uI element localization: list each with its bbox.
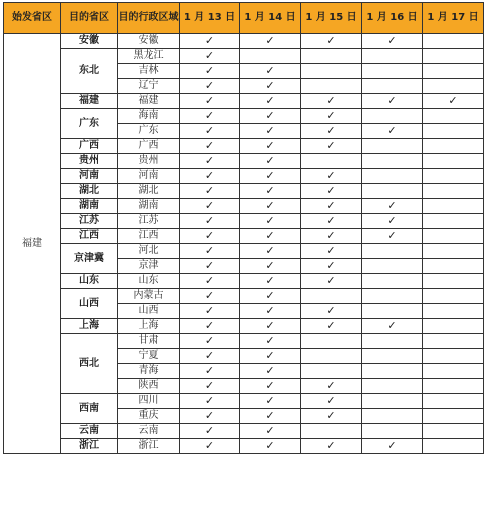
empty-cell (301, 64, 362, 79)
check-icon: ✓ (180, 319, 240, 334)
empty-cell (423, 34, 484, 49)
check-icon: ✓ (240, 274, 301, 289)
admin-cell: 山东 (118, 274, 180, 289)
check-icon: ✓ (301, 109, 362, 124)
empty-cell (423, 424, 484, 439)
admin-cell: 上海 (118, 319, 180, 334)
dest-cell: 江苏 (61, 214, 118, 229)
check-icon: ✓ (301, 169, 362, 184)
check-icon: ✓ (240, 34, 301, 49)
check-icon: ✓ (240, 64, 301, 79)
empty-cell (301, 49, 362, 64)
table-body (4, 34, 484, 454)
check-icon: ✓ (240, 379, 301, 394)
check-icon: ✓ (362, 229, 423, 244)
check-icon: ✓ (240, 199, 301, 214)
check-icon: ✓ (180, 244, 240, 259)
table-row (4, 139, 484, 154)
check-icon: ✓ (240, 394, 301, 409)
admin-cell: 京津 (118, 259, 180, 274)
empty-cell (301, 334, 362, 349)
empty-cell (423, 124, 484, 139)
check-icon: ✓ (301, 184, 362, 199)
table-row (4, 394, 484, 409)
dest-cell: 云南 (61, 424, 118, 439)
check-icon: ✓ (362, 199, 423, 214)
dest-cell: 东北 (61, 49, 118, 94)
empty-cell (301, 154, 362, 169)
check-icon: ✓ (180, 214, 240, 229)
table-row (4, 319, 484, 334)
check-icon: ✓ (180, 49, 240, 64)
check-icon: ✓ (180, 334, 240, 349)
dest-cell: 京津冀 (61, 244, 118, 274)
check-icon: ✓ (362, 439, 423, 454)
empty-cell (362, 184, 423, 199)
header-origin: 始发省区 (4, 3, 61, 34)
check-icon: ✓ (180, 364, 240, 379)
admin-cell: 云南 (118, 424, 180, 439)
check-icon: ✓ (180, 394, 240, 409)
admin-cell: 河北 (118, 244, 180, 259)
check-icon: ✓ (301, 259, 362, 274)
dest-cell: 福建 (61, 94, 118, 109)
check-icon: ✓ (301, 139, 362, 154)
admin-cell: 江苏 (118, 214, 180, 229)
admin-cell: 陕西 (118, 379, 180, 394)
empty-cell (362, 154, 423, 169)
table-row (4, 214, 484, 229)
check-icon: ✓ (301, 229, 362, 244)
empty-cell (423, 154, 484, 169)
check-icon: ✓ (301, 304, 362, 319)
dest-cell: 广西 (61, 139, 118, 154)
dest-cell: 安徽 (61, 34, 118, 49)
table-row (4, 229, 484, 244)
empty-cell (423, 139, 484, 154)
empty-cell (423, 349, 484, 364)
empty-cell (362, 64, 423, 79)
check-icon: ✓ (362, 124, 423, 139)
check-icon: ✓ (301, 199, 362, 214)
header-row (4, 3, 484, 34)
check-icon: ✓ (180, 349, 240, 364)
check-icon: ✓ (301, 94, 362, 109)
check-icon: ✓ (180, 79, 240, 94)
dest-cell: 上海 (61, 319, 118, 334)
check-icon: ✓ (362, 34, 423, 49)
header-date: 1 月 15 日 (301, 3, 362, 34)
check-icon: ✓ (180, 304, 240, 319)
delivery-schedule-table (3, 2, 484, 454)
check-icon: ✓ (180, 229, 240, 244)
check-icon: ✓ (180, 424, 240, 439)
check-icon: ✓ (240, 184, 301, 199)
admin-cell: 重庆 (118, 409, 180, 424)
table-row (4, 154, 484, 169)
empty-cell (301, 79, 362, 94)
check-icon: ✓ (362, 94, 423, 109)
dest-cell: 湖北 (61, 184, 118, 199)
dest-cell: 西南 (61, 394, 118, 424)
check-icon: ✓ (180, 289, 240, 304)
empty-cell (240, 49, 301, 64)
table-row (4, 334, 484, 349)
check-icon: ✓ (180, 154, 240, 169)
dest-cell: 广东 (61, 109, 118, 139)
table-row (4, 49, 484, 64)
check-icon: ✓ (240, 409, 301, 424)
check-icon: ✓ (180, 109, 240, 124)
empty-cell (423, 289, 484, 304)
check-icon: ✓ (180, 199, 240, 214)
dest-cell: 江西 (61, 229, 118, 244)
admin-cell: 吉林 (118, 64, 180, 79)
check-icon: ✓ (240, 124, 301, 139)
check-icon: ✓ (240, 139, 301, 154)
check-icon: ✓ (180, 169, 240, 184)
empty-cell (423, 79, 484, 94)
empty-cell (423, 109, 484, 124)
header-date: 1 月 14 日 (240, 3, 301, 34)
empty-cell (423, 64, 484, 79)
empty-cell (362, 259, 423, 274)
check-icon: ✓ (301, 394, 362, 409)
admin-cell: 贵州 (118, 154, 180, 169)
empty-cell (362, 304, 423, 319)
admin-cell: 辽宁 (118, 79, 180, 94)
table-row (4, 439, 484, 454)
empty-cell (423, 244, 484, 259)
check-icon: ✓ (180, 124, 240, 139)
empty-cell (423, 184, 484, 199)
empty-cell (362, 379, 423, 394)
empty-cell (362, 109, 423, 124)
table-row (4, 184, 484, 199)
check-icon: ✓ (301, 409, 362, 424)
admin-cell: 湖南 (118, 199, 180, 214)
empty-cell (423, 439, 484, 454)
check-icon: ✓ (240, 259, 301, 274)
admin-cell: 四川 (118, 394, 180, 409)
dest-cell: 河南 (61, 169, 118, 184)
check-icon: ✓ (301, 214, 362, 229)
table-row (4, 34, 484, 49)
empty-cell (362, 409, 423, 424)
empty-cell (362, 274, 423, 289)
admin-cell: 广西 (118, 139, 180, 154)
table-row (4, 274, 484, 289)
table-row (4, 109, 484, 124)
empty-cell (423, 409, 484, 424)
table-row (4, 94, 484, 109)
empty-cell (362, 169, 423, 184)
empty-cell (301, 364, 362, 379)
empty-cell (423, 274, 484, 289)
check-icon: ✓ (301, 124, 362, 139)
check-icon: ✓ (240, 319, 301, 334)
dest-cell: 贵州 (61, 154, 118, 169)
check-icon: ✓ (240, 229, 301, 244)
check-icon: ✓ (180, 64, 240, 79)
empty-cell (362, 244, 423, 259)
check-icon: ✓ (240, 439, 301, 454)
check-icon: ✓ (240, 169, 301, 184)
check-icon: ✓ (240, 244, 301, 259)
check-icon: ✓ (180, 184, 240, 199)
admin-cell: 江西 (118, 229, 180, 244)
check-icon: ✓ (301, 319, 362, 334)
table-row (4, 289, 484, 304)
empty-cell (423, 214, 484, 229)
check-icon: ✓ (301, 379, 362, 394)
check-icon: ✓ (240, 94, 301, 109)
check-icon: ✓ (301, 439, 362, 454)
check-icon: ✓ (240, 364, 301, 379)
admin-cell: 安徽 (118, 34, 180, 49)
admin-cell: 宁夏 (118, 349, 180, 364)
empty-cell (423, 229, 484, 244)
admin-cell: 青海 (118, 364, 180, 379)
admin-cell: 内蒙古 (118, 289, 180, 304)
check-icon: ✓ (301, 244, 362, 259)
header-admin: 目的行政区域 (118, 3, 180, 34)
empty-cell (301, 424, 362, 439)
empty-cell (423, 199, 484, 214)
admin-cell: 福建 (118, 94, 180, 109)
admin-cell: 山西 (118, 304, 180, 319)
check-icon: ✓ (240, 154, 301, 169)
empty-cell (362, 364, 423, 379)
dest-cell: 浙江 (61, 439, 118, 454)
dest-cell: 山西 (61, 289, 118, 319)
empty-cell (362, 79, 423, 94)
admin-cell: 黑龙江 (118, 49, 180, 64)
header-dest: 目的省区 (61, 3, 118, 34)
empty-cell (423, 49, 484, 64)
empty-cell (423, 394, 484, 409)
empty-cell (362, 424, 423, 439)
table-row (4, 169, 484, 184)
check-icon: ✓ (362, 319, 423, 334)
check-icon: ✓ (180, 94, 240, 109)
check-icon: ✓ (240, 304, 301, 319)
empty-cell (362, 49, 423, 64)
dest-cell: 西北 (61, 334, 118, 394)
empty-cell (423, 319, 484, 334)
check-icon: ✓ (301, 34, 362, 49)
empty-cell (301, 289, 362, 304)
check-icon: ✓ (180, 259, 240, 274)
check-icon: ✓ (180, 379, 240, 394)
admin-cell: 海南 (118, 109, 180, 124)
empty-cell (423, 379, 484, 394)
admin-cell: 甘肃 (118, 334, 180, 349)
check-icon: ✓ (180, 409, 240, 424)
check-icon: ✓ (240, 79, 301, 94)
dest-cell: 山东 (61, 274, 118, 289)
check-icon: ✓ (240, 334, 301, 349)
empty-cell (423, 304, 484, 319)
empty-cell (362, 139, 423, 154)
check-icon: ✓ (423, 94, 484, 109)
check-icon: ✓ (240, 289, 301, 304)
check-icon: ✓ (301, 274, 362, 289)
header-date: 1 月 16 日 (362, 3, 423, 34)
check-icon: ✓ (240, 109, 301, 124)
empty-cell (423, 364, 484, 379)
check-icon: ✓ (240, 349, 301, 364)
empty-cell (423, 259, 484, 274)
check-icon: ✓ (362, 214, 423, 229)
table-row (4, 424, 484, 439)
origin-cell: 福建 (4, 34, 61, 454)
check-icon: ✓ (240, 214, 301, 229)
admin-cell: 广东 (118, 124, 180, 139)
header-date: 1 月 13 日 (180, 3, 240, 34)
check-icon: ✓ (180, 34, 240, 49)
empty-cell (423, 334, 484, 349)
empty-cell (301, 349, 362, 364)
table-row (4, 199, 484, 214)
admin-cell: 湖北 (118, 184, 180, 199)
header-date: 1 月 17 日 (423, 3, 484, 34)
check-icon: ✓ (180, 439, 240, 454)
admin-cell: 浙江 (118, 439, 180, 454)
empty-cell (362, 289, 423, 304)
empty-cell (423, 169, 484, 184)
check-icon: ✓ (180, 139, 240, 154)
table-row (4, 244, 484, 259)
empty-cell (362, 394, 423, 409)
dest-cell: 湖南 (61, 199, 118, 214)
admin-cell: 河南 (118, 169, 180, 184)
empty-cell (362, 334, 423, 349)
check-icon: ✓ (180, 274, 240, 289)
empty-cell (362, 349, 423, 364)
check-icon: ✓ (240, 424, 301, 439)
